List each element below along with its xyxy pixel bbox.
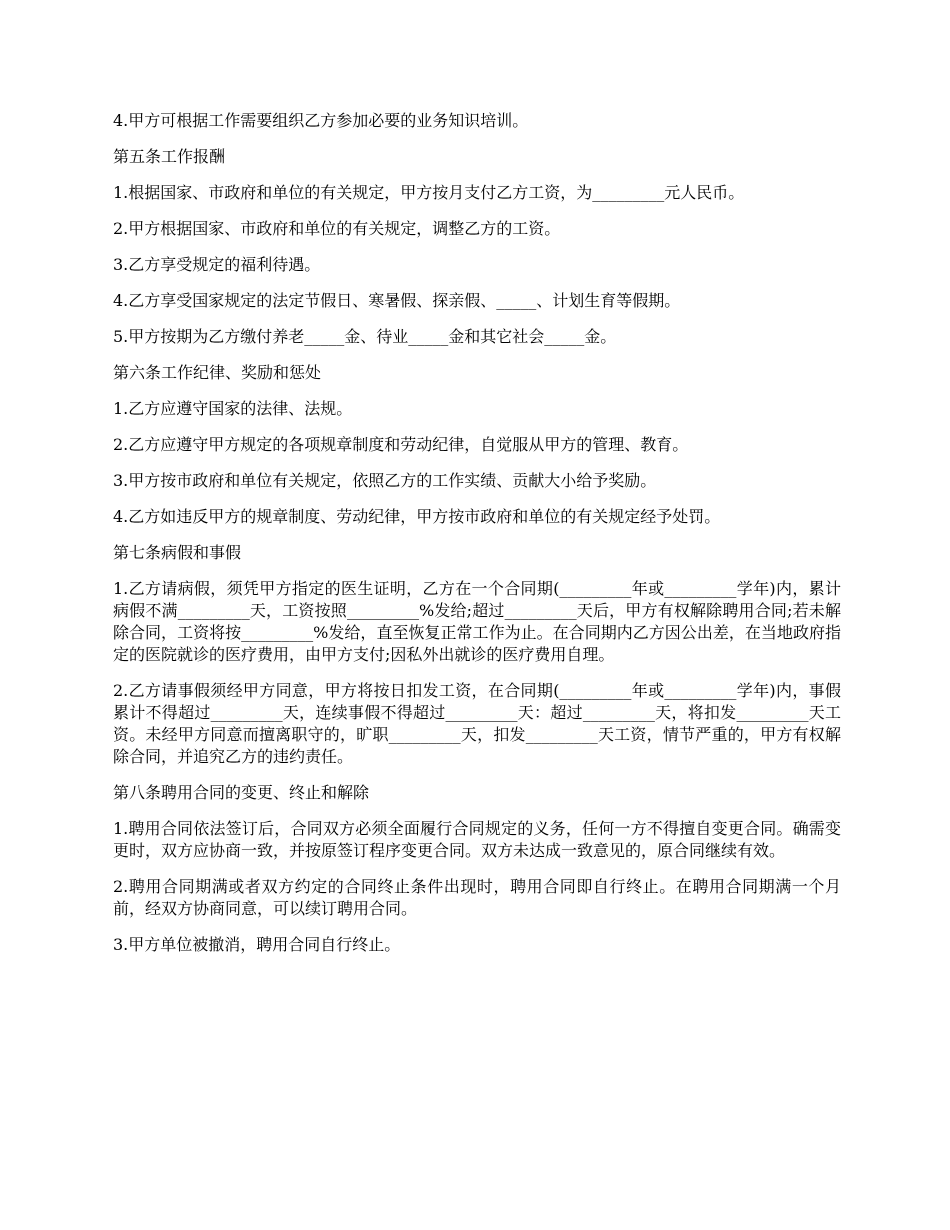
paragraph-rewards: 3.甲方按市政府和单位有关规定，依照乙方的工作实绩、贡献大小给予奖励。: [113, 471, 657, 490]
paragraph-training: 4.甲方可根据工作需要组织乙方参加必要的业务知识培训。: [113, 111, 529, 130]
paragraph-salary-adjust: 2.甲方根据国家、市政府和单位的有关规定，调整乙方的工资。: [113, 219, 561, 238]
paragraph-contract-termination: 3.甲方单位被撤消，聘用合同自行终止。: [113, 935, 401, 954]
paragraph-law: 1.乙方应遵守国家的法律、法规。: [113, 399, 353, 418]
paragraph-rules: 2.乙方应遵守甲方规定的各项规章制度和劳动纪律，自觉服从甲方的管理、教育。: [113, 435, 689, 454]
document-page: [113, 110, 841, 970]
paragraph-holidays: 4.乙方享受国家规定的法定节假日、寒暑假、探亲假、_____、计划生育等假期。: [113, 291, 681, 310]
paragraph-penalty: 4.乙方如违反甲方的规章制度、劳动纪律，甲方按市政府和单位的有关规定经予处罚。: [113, 507, 721, 526]
paragraph-contract-change: 1.聘用合同依法签订后，合同双方必须全面履行合同规定的义务，任何一方不得擅自变更合同。确需变更时，双方应协商一致，并按原签订程序变更合同。双方未达成一致意见的，原合同继续有效。: [113, 819, 841, 860]
paragraph-sick-leave: 1.乙方请病假，须凭甲方指定的医生证明，乙方在一个合同期(_________年或_________学年)内，累计病假不满_________天，工资按照_________%发给;超过_________天后，甲方有权解除聘用合同;若未解除合同，工资将按_________%发给，直至恢复正常工作为止。在合同期内乙方因公出差，在当地政府指定的医院就诊的医疗费用，由甲方支付;因私外出就诊的医疗费用自理。: [113, 579, 841, 664]
paragraph-insurance: 5.甲方按期为乙方缴付养老_____金、待业_____金和其它社会_____金。: [113, 327, 617, 346]
paragraph-salary: 1.根据国家、市政府和单位的有关规定，甲方按月支付乙方工资，为_________元人民币。: [113, 183, 745, 202]
heading-article-8: 第八条聘用合同的变更、终止和解除: [113, 783, 370, 802]
paragraph-contract-expiry: 2.聘用合同期满或者双方约定的合同终止条件出现时，聘用合同即自行终止。在聘用合同期满一个月前，经双方协商同意，可以续订聘用合同。: [113, 877, 841, 918]
heading-article-7: 第七条病假和事假: [113, 543, 242, 562]
heading-article-6: 第六条工作纪律、奖励和惩处: [113, 363, 322, 382]
paragraph-personal-leave: 2.乙方请事假须经甲方同意，甲方将按日扣发工资，在合同期(_________年或_________学年)内，事假累计不得超过_________天，连续事假不得超过_________天：超过_________天，将扣发_________天工资。未经甲方同意而擅离职守的，旷职_________天，扣发_________天工资，情节严重的，甲方有权解除合同，并追究乙方的违约责任。: [113, 681, 841, 766]
paragraph-welfare: 3.乙方享受规定的福利待遇。: [113, 255, 321, 274]
heading-article-5: 第五条工作报酬: [113, 147, 226, 166]
